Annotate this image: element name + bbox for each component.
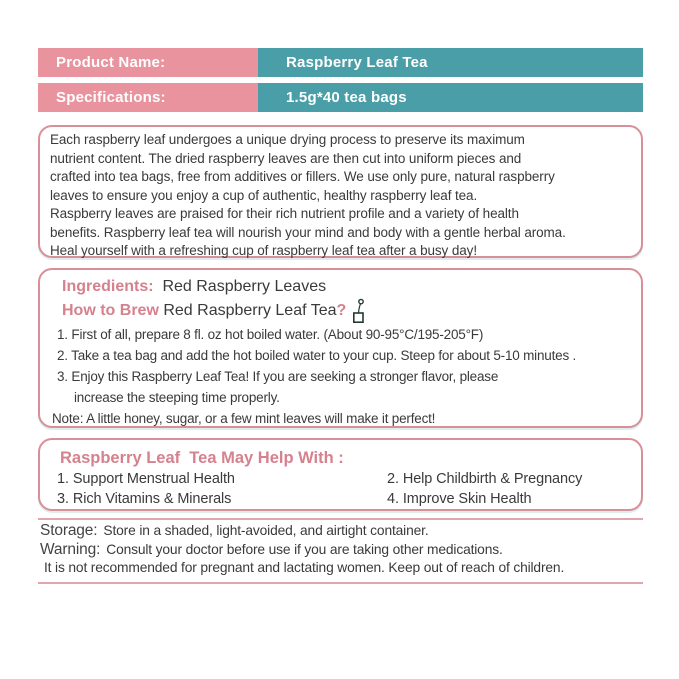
warning-label: Warning: bbox=[40, 541, 101, 558]
product-name-value: Raspberry Leaf Tea bbox=[258, 48, 643, 77]
benefit-item: 1. Support Menstrual Health bbox=[57, 471, 235, 487]
divider-top bbox=[38, 518, 643, 520]
question-mark: ? bbox=[336, 302, 347, 319]
benefits-box bbox=[38, 438, 643, 511]
warning-text: Consult your doctor before use if you are taking other medications. bbox=[106, 542, 503, 557]
how-to-brew-heading bbox=[40, 298, 637, 324]
benefit-item: 2. Help Childbirth & Pregnancy bbox=[387, 471, 583, 487]
product-name-label: Product Name: bbox=[38, 48, 258, 77]
description-box bbox=[38, 125, 643, 258]
description-line: Raspberry leaves are praised for their rich nutrient profile and a variety of health bbox=[50, 206, 519, 221]
divider-bottom bbox=[38, 582, 643, 584]
brew-box bbox=[38, 268, 643, 428]
description-line: Each raspberry leaf undergoes a unique drying process to preserve its maximum bbox=[50, 132, 525, 147]
brew-step: 2. Take a tea bag and add the hot boiled water to your cup. Steep for about 5-10 minutes . bbox=[57, 348, 577, 363]
ingredients-heading bbox=[40, 276, 637, 298]
how-to-brew-label: How to Brew bbox=[62, 302, 159, 319]
header-row-specifications bbox=[38, 83, 643, 112]
warning-continuation: It is not recommended for pregnant and lactating women. Keep out of reach of children. bbox=[44, 560, 565, 575]
description-line: crafted into tea bags, free from additives or fillers. We use only pure, natural raspberry bbox=[50, 169, 555, 184]
warning-line bbox=[40, 541, 650, 559]
header-row-product-name bbox=[38, 48, 643, 77]
brew-step: 1. First of all, prepare 8 fl. oz hot boiled water. (About 90-95°C/195-205°F) bbox=[57, 327, 484, 342]
ingredients-text: Red Raspberry Leaves bbox=[162, 278, 327, 295]
description-line: benefits. Raspberry leaf tea will nourish your mind and body with a gentle herbal aroma. bbox=[50, 224, 566, 240]
ingredients-label: Ingredients: bbox=[62, 278, 154, 295]
benefits-grid bbox=[40, 469, 637, 509]
benefit-item: 3. Rich Vitamins & Minerals bbox=[57, 491, 232, 507]
storage-line bbox=[40, 522, 650, 540]
brew-note: Note: A little honey, sugar, or a few mint leaves will make it perfect! bbox=[52, 411, 436, 426]
teabag-icon bbox=[352, 298, 366, 324]
benefit-item: 4. Improve Skin Health bbox=[387, 491, 532, 507]
storage-label: Storage: bbox=[40, 522, 98, 539]
benefits-title: Raspberry Leaf Tea May Help With : bbox=[60, 449, 344, 467]
how-to-brew-value: Red Raspberry Leaf Tea bbox=[163, 302, 337, 319]
brew-step: 3. Enjoy this Raspberry Leaf Tea! If you are seeking a stronger flavor, please bbox=[57, 369, 499, 384]
specifications-value: 1.5g*40 tea bags bbox=[258, 83, 643, 112]
specifications-label: Specifications: bbox=[38, 83, 258, 112]
description-line: Heal yourself with a refreshing cup of raspberry leaf tea after a busy day! bbox=[50, 243, 477, 258]
description-line: nutrient content. The dried raspberry leaves are then cut into uniform pieces and bbox=[50, 150, 522, 166]
storage-text: Store in a shaded, light-avoided, and airtight container. bbox=[103, 523, 429, 538]
brew-step-continuation: increase the steeping time properly. bbox=[74, 390, 280, 405]
description-line: leaves to ensure you enjoy a cup of authentic, healthy raspberry leaf tea. bbox=[50, 187, 478, 203]
